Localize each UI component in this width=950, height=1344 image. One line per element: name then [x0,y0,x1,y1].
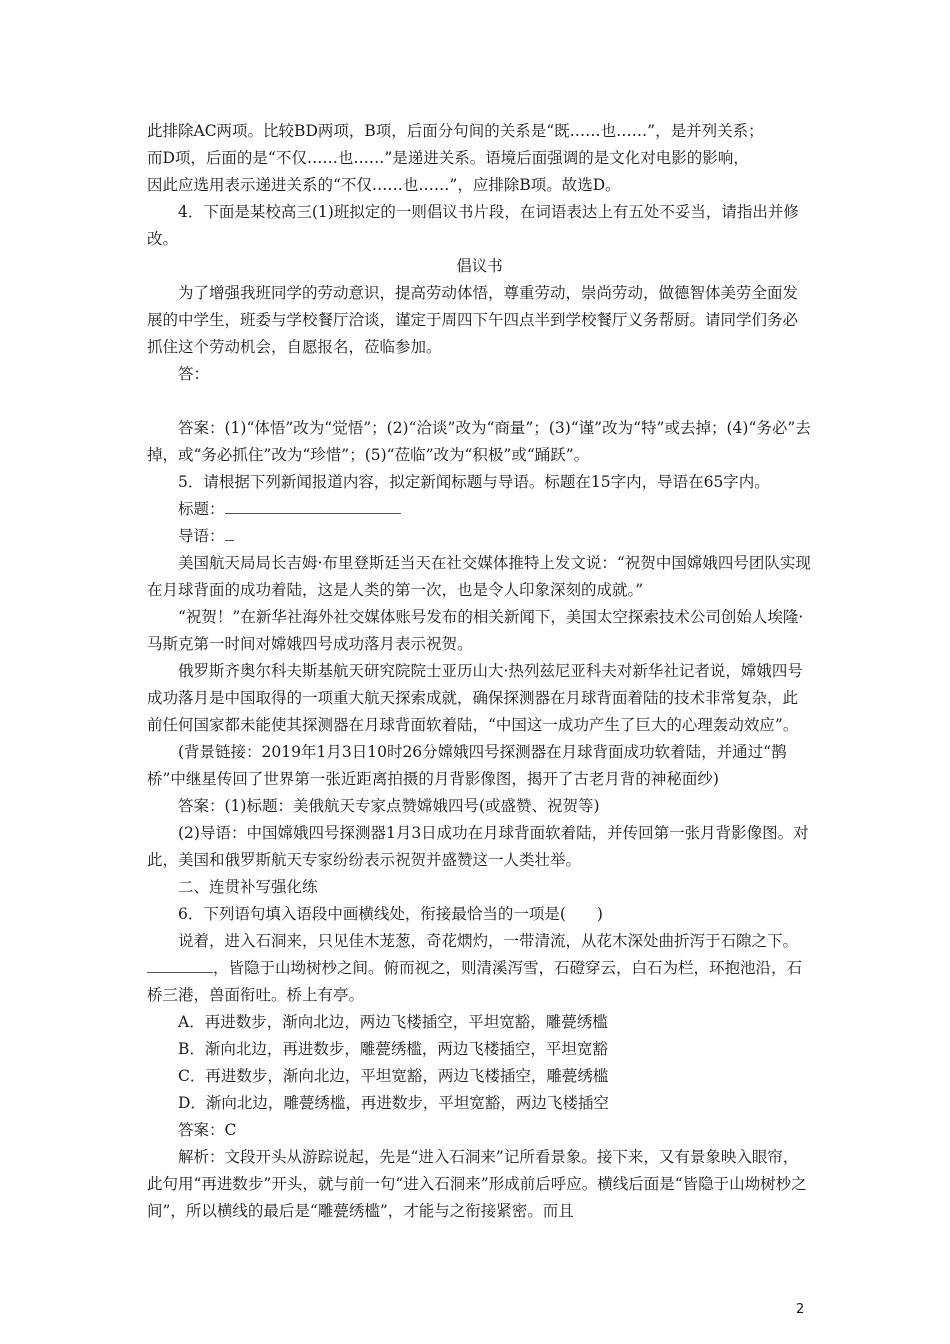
answer-5-title: 答案：(1)标题：美俄航天专家点赞嫦娥四号(或盛赞、祝贺等) [178,797,600,815]
news-paragraph: 俄罗斯齐奥尔科夫斯基航天研究院院士亚历山大·热列兹尼亚科夫对新华社记者说，嫦娥四号成功落月是中国取得的一项重大航天探索成就，确保探测器在月球背面着陆的技术非常复杂，此前任何国家都未能使其探测器在月球背面软着陆，“中国这一成功产生了巨大的心理轰动效应”。 [147,662,803,734]
lead-blank [225,528,234,541]
answer-label: 答： [178,365,210,383]
question-6-passage [147,928,812,1009]
background-link: (背景链接：2019年1月3日10时26分嫦娥四号探测器在月球背面成功软着陆，并通过“鹊桥”中继星传回了世界第一张近距离拍摄的月背影像图，揭开了古老月背的神秘面纱) [147,743,787,788]
analysis-6: 解析：文段开头从游踪说起，先是“进入石洞来”记所看景象。接下来，又有景象映入眼帘，此句用“再进数步”开头，就与前一句“进入石洞来”形成前后呼应。横线后面是“皆隐于山坳树杪之间”，所以横线的最后是“雕甍绣槛”，才能与之衔接紧密。而且 [147,1148,807,1220]
news-paragraph: 美国航天局局长吉姆·布里登斯廷当天在社交媒体推特上发文说：“祝贺中国嫦娥四号团队实现在月球背面的成功着陆，这是人类的第一次，也是令人印象深刻的成就。” [147,554,811,599]
title-field [147,496,812,523]
answer-5-lead: (2)导语：中国嫦娥四号探测器1月3日成功在月球背面软着陆，并传回第一张月背影像图。对此，美国和俄罗斯航天专家纷纷表示祝贺并盛赞这一人类壮举。 [147,824,809,869]
passage-blank [147,960,213,973]
lead-label: 导语： [178,527,225,545]
prev-analysis-line: 而D项，后面的是“不仅……也……”是递进关系。语境后面强调的是文化对电影的影响， [147,149,749,167]
passage-part-a: 说着，进入石洞来，只见佳木茏葱，奇花熌灼，一带清流，从花木深处曲折泻于石隙之下。 [178,932,799,950]
proposal-text: 为了增强我班同学的劳动意识，提高劳动体悟，尊重劳动，崇尚劳动，做德智体美劳全面发展的中学生，班委与学校餐厅洽谈，谨定于周四下午四点半到学校餐厅义务帮厨。请同学们务必抓住这个劳动机会，自愿报名，莅临参加。 [147,284,799,356]
page-content [147,118,812,1225]
option-b: B．渐向北边，再进数步，雕甍绣槛，两边飞楼插空，平坦宽豁 [178,1040,608,1058]
news-paragraph: “祝贺！”在新华社海外社交媒体账号发布的相关新闻下，美国太空探索技术公司创始人埃隆·马斯克第一时间对嫦娥四号成功落月表示祝贺。 [147,608,804,653]
prev-analysis-line: 因此应选用表示递进关系的“不仅……也……”，应排除B项。故选D。 [147,176,621,194]
answer-6: 答案：C [178,1121,237,1139]
option-c: C．再进数步，渐向北边，平坦宽豁，两边飞楼插空，雕甍绣槛 [178,1067,609,1085]
answer-blank [147,388,812,415]
option-a: A．再进数步，渐向北边，两边飞楼插空，平坦宽豁，雕甍绣槛 [178,1013,608,1031]
page-number: 2 [796,1302,805,1317]
title-blank [225,501,401,514]
title-label: 标题： [178,500,225,518]
question-6: 6．下列语句填入语段中画横线处，衔接最恰当的一项是( ) [178,905,603,923]
prev-analysis-line: 此排除AC两项。比较BD两项，B项，后面分句间的关系是“既……也……”，是并列关系； [147,122,764,140]
option-d: D．渐向北边，雕甍绣槛，再进数步，平坦宽豁，两边飞楼插空 [178,1094,609,1112]
answer-4: 答案：(1)“体悟”改为“觉悟”；(2)“洽谈”改为“商量”；(3)“谨”改为“特”或去掉；(4)“务必”去掉，或“务必抓住”改为“珍惜”；(5)“莅临”改为“积极”或“踊跃”。 [147,419,811,464]
section-heading: 二、连贯补写强化练 [178,878,318,896]
passage-part-b: ，皆隐于山坳树杪之间。俯而视之，则清溪泻雪，石磴穿云，白石为栏，环抱池沿，石桥三港，兽面衔吐。桥上有亭。 [147,959,803,1004]
lead-field [147,523,812,550]
proposal-title: 倡议书 [456,257,503,275]
question-5: 5．请根据下列新闻报道内容，拟定新闻标题与导语。标题在15字内，导语在65字内。 [178,473,770,491]
question-4: 4．下面是某校高三(1)班拟定的一则倡议书片段，在词语表达上有五处不妥当，请指出并修改。 [147,203,799,248]
